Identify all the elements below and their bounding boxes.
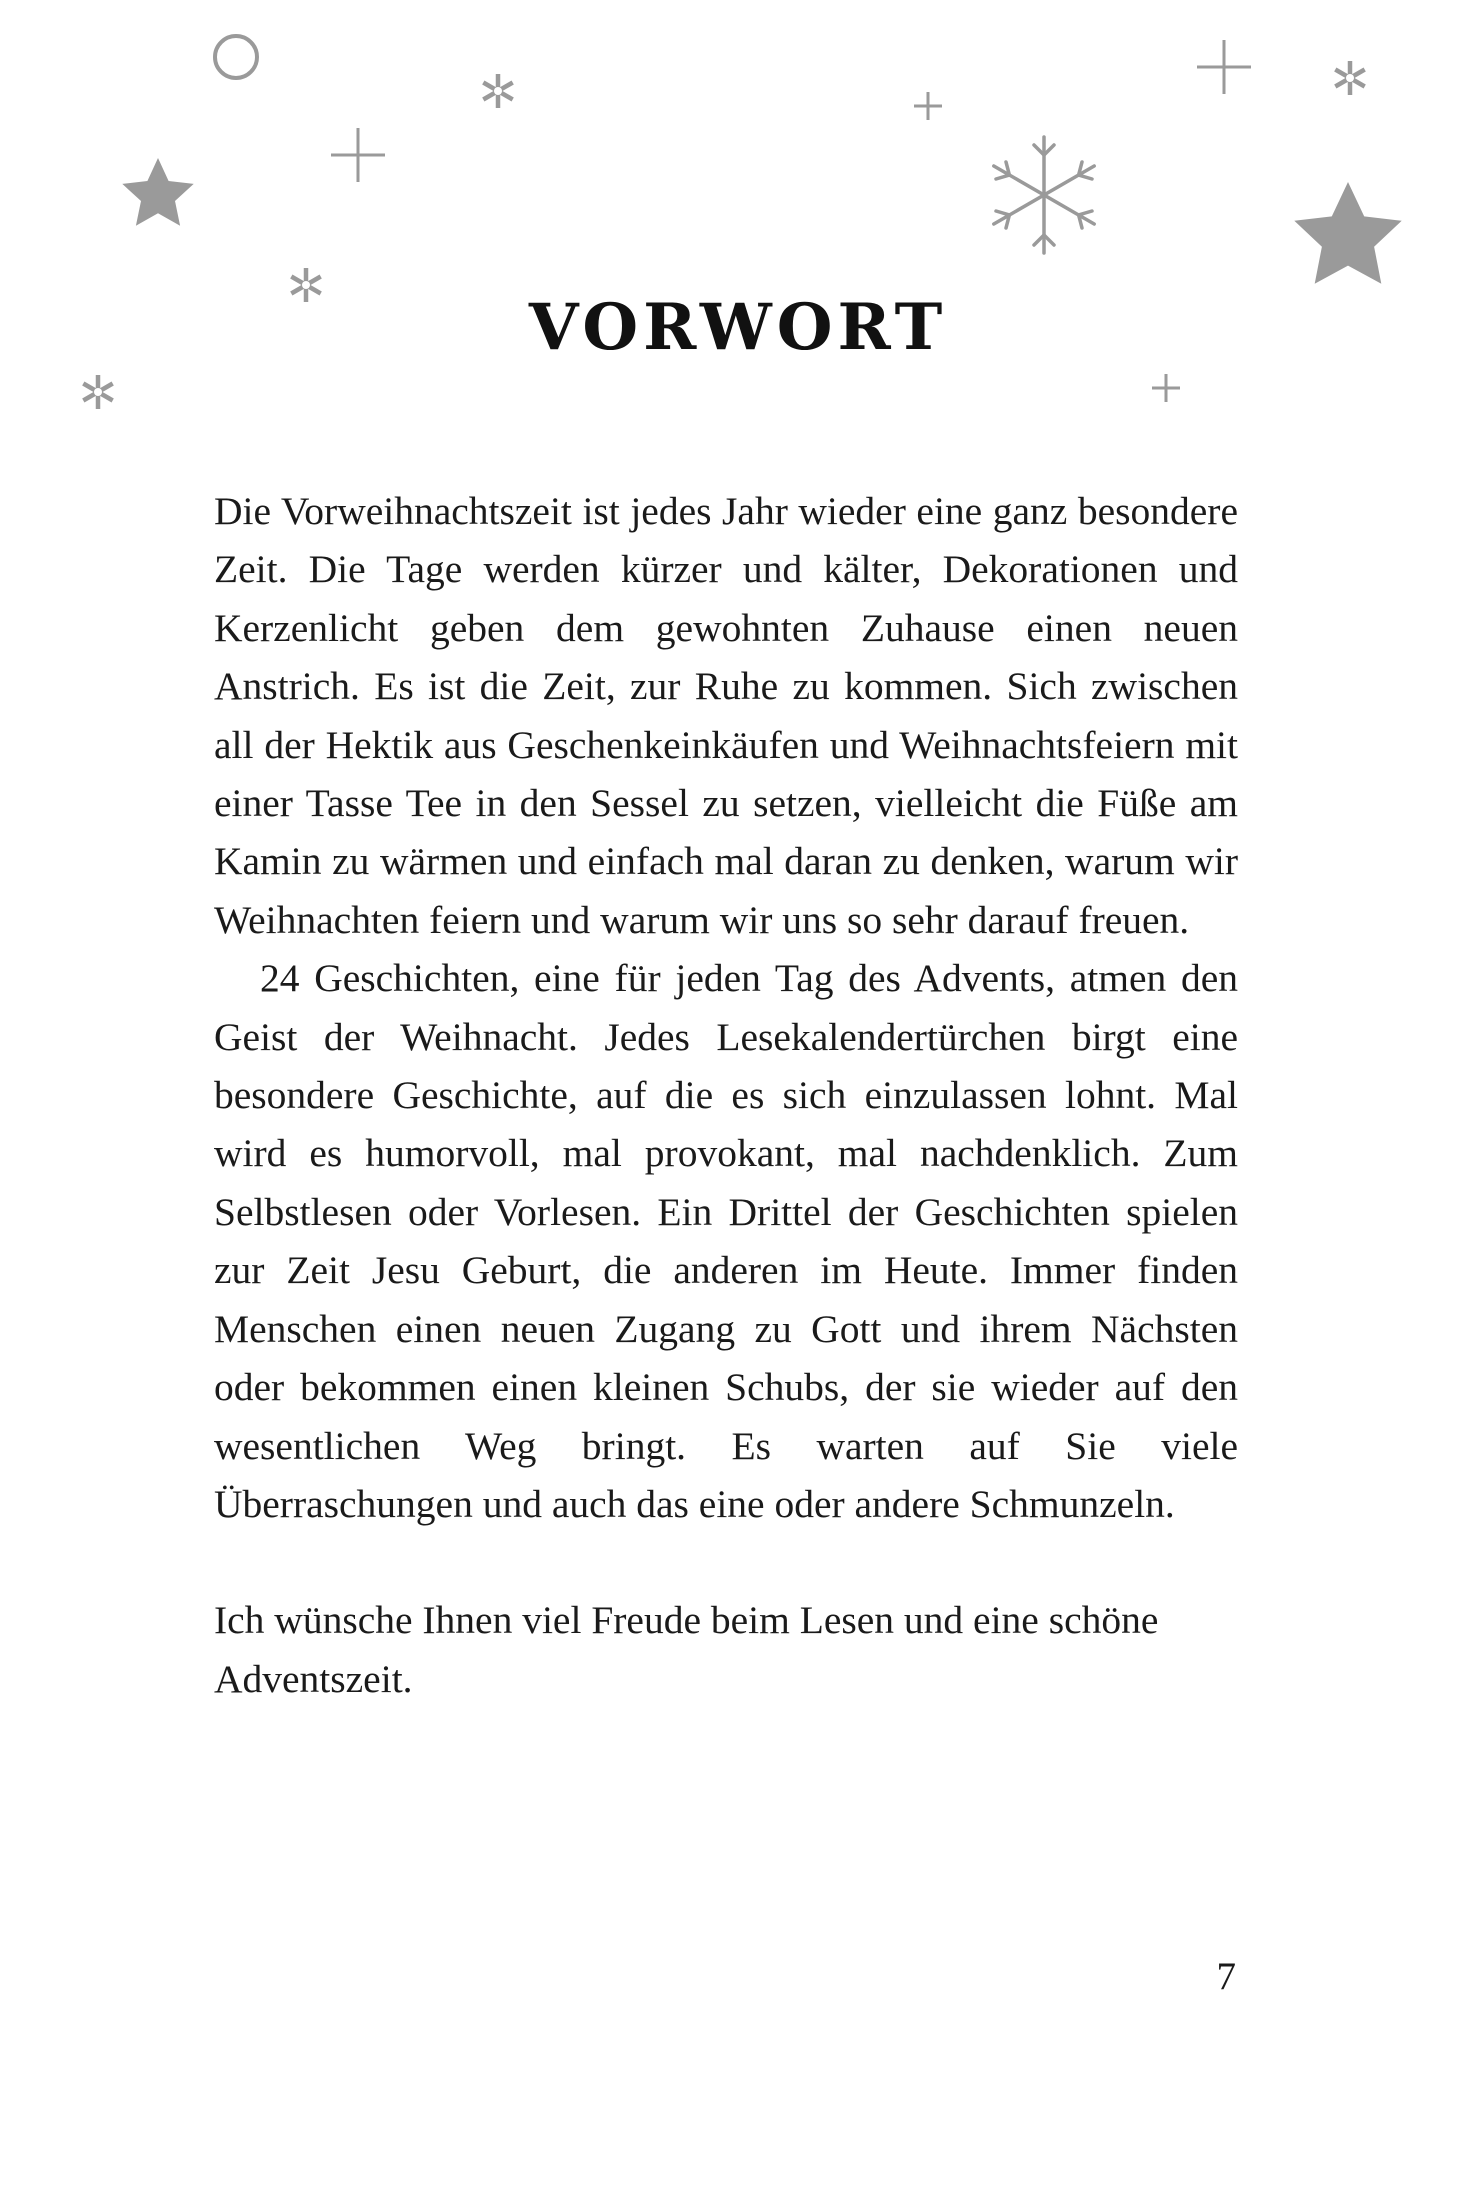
circle-icon [215, 36, 257, 78]
plus-sparkle-icon [331, 128, 385, 182]
foreword-text [214, 482, 1238, 1708]
star-icon [1294, 182, 1401, 284]
snowflake-icon [994, 137, 1094, 253]
snowflake-icon [83, 375, 112, 409]
plus-sparkle-icon [1197, 40, 1251, 94]
paragraph: 24 Geschichten, eine für jeden Tag des Advents, atmen den Geist der Weihnacht. Jedes Lesekalendertürchen birgt eine besondere Geschichte, auf die es sich einzulassen lohnt. Mal wird es humorvoll, mal provokant, mal nachdenklich. Zum Selbstlesen oder Vorlesen. Ein Drittel der Geschichten spielen zur Zeit Jesu Geburt, die anderen im Heute. Immer finden Menschen einen neuen Zugang zu Gott und ihrem Nächsten oder bekommen einen kleinen Schubs, der sie wieder auf den wesentlichen Weg bringt. Es warten auf Sie viele Überraschungen und auch das eine oder andere Schmunzeln. [214, 956, 1238, 1526]
paragraph: Die Vorweihnachtszeit ist jedes Jahr wieder eine ganz besondere Zeit. Die Tage werden kürzer und kälter, Dekorationen und Kerzenlicht geben dem gewohnten Zuhause einen neuen Anstrich. Es ist die Zeit, zur Ruhe zu kommen. Sich zwischen all der Hektik aus Geschenkeinkäufen und Weihnachtsfeiern mit einer Tasse Tee in den Sessel zu setzen, vielleicht die Füße am Kamin zu wärmen und einfach mal daran zu denken, warum wir Weihnachten feiern und warum wir uns so sehr darauf freuen. [214, 489, 1238, 942]
page-title: VORWORT [528, 290, 948, 365]
page-number: 7 [1216, 1955, 1236, 1998]
christmas-decoration [0, 0, 1476, 440]
plus-sparkle-icon [1152, 374, 1180, 402]
star-icon [122, 158, 193, 226]
snowflake-icon [483, 74, 512, 108]
plus-sparkle-icon [914, 92, 942, 120]
closing-paragraph: Ich wünsche Ihnen viel Freude beim Lesen und eine schöne Adventszeit. [214, 1598, 1159, 1701]
snowflake-icon [1335, 61, 1364, 95]
